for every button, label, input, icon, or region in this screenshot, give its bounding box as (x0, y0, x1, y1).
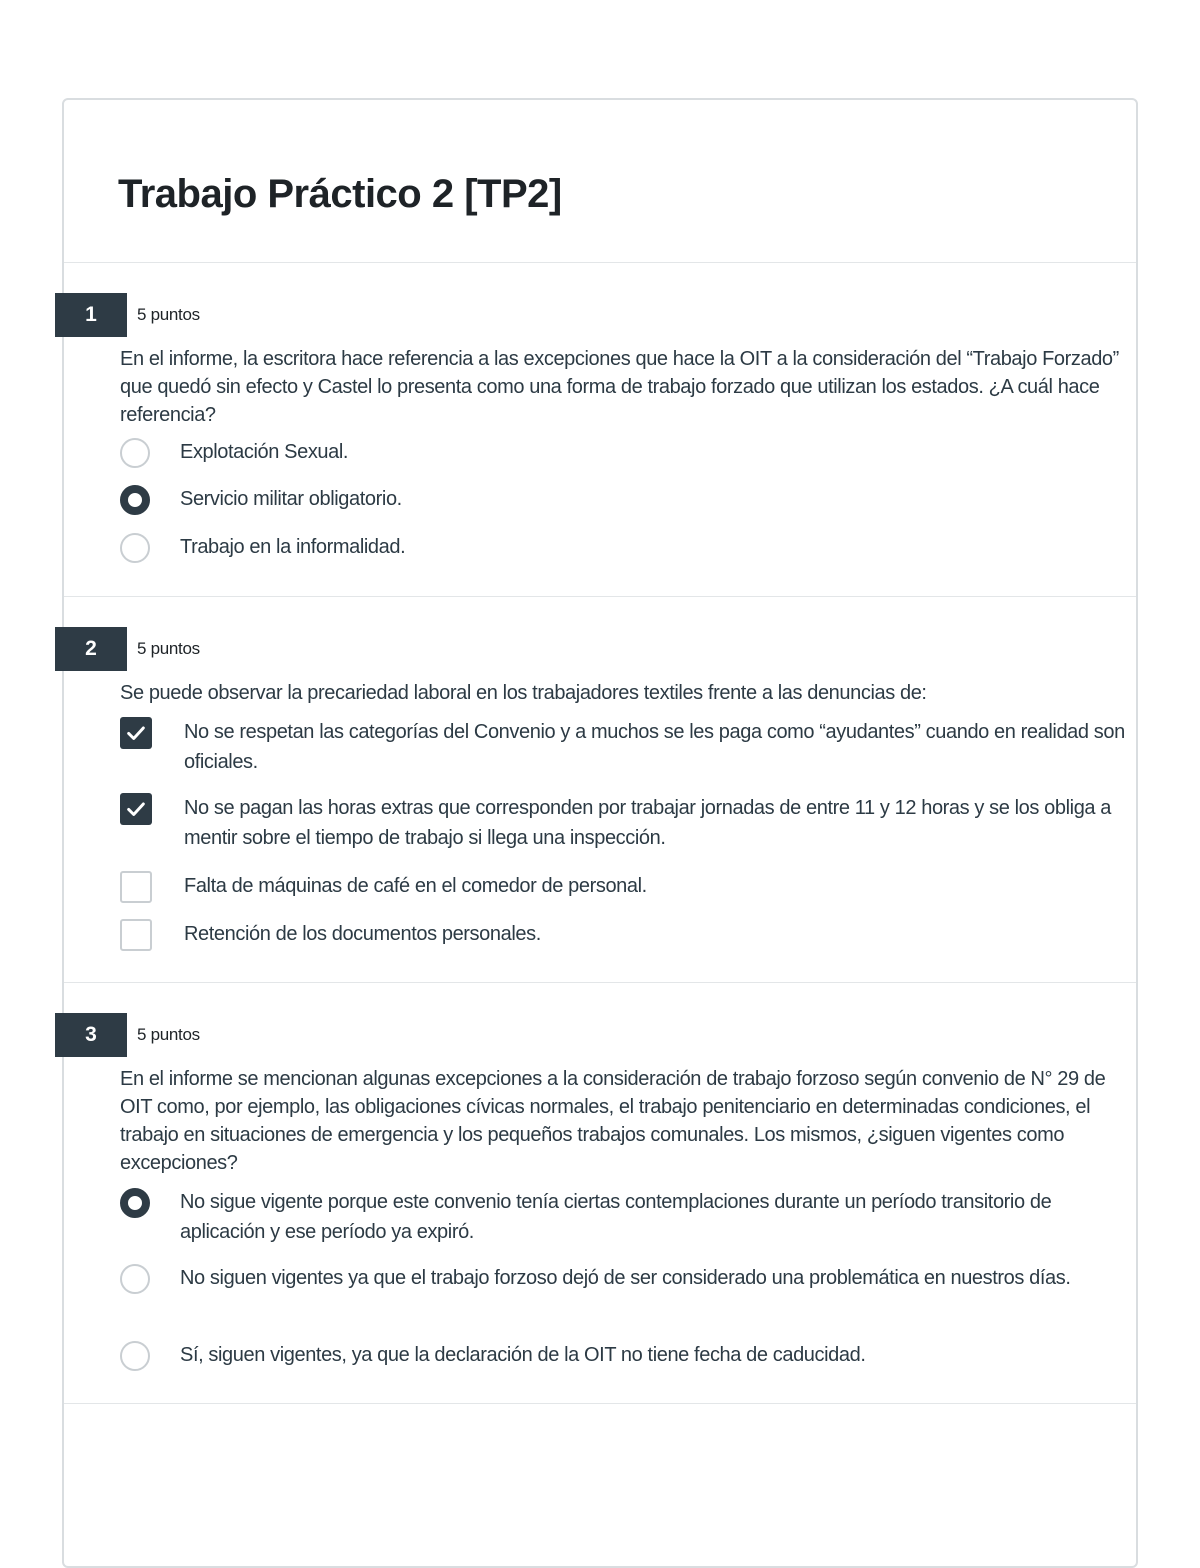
radio-group (120, 437, 1130, 580)
question-text: En el informe, la escritora hace referencia a las excepciones que hace la OIT a la consideración del “Trabajo Forzado” que quedó sin efecto y Castel lo presenta como una forma de trabajo forzado que utilizan los estados. ¿A cuál hace referencia? (120, 348, 1119, 426)
radio-option[interactable] (120, 1263, 1130, 1340)
question-points: 5 puntos (137, 639, 200, 658)
radio-option[interactable] (120, 1340, 1130, 1388)
quiz-card (62, 98, 1138, 1568)
checkbox-checked[interactable] (120, 717, 152, 749)
checkbox-option[interactable] (120, 793, 1130, 871)
question-text: En el informe se mencionan algunas excepciones a la consideración de trabajo forzoso según convenio de N° 29 de OIT como, por ejemplo, las obligaciones cívicas normales, el trabajo penitenciario en determinadas condiciones, el trabajo en situaciones de emergencia y los pequeños trabajos comunales. Los mismos, ¿siguen vigentes como excepciones? (120, 1068, 1106, 1174)
radio-button[interactable] (120, 533, 150, 563)
option-label: Trabajo en la informalidad. (180, 536, 406, 558)
option-label: Retención de los documentos personales. (184, 923, 541, 945)
radio-button[interactable] (120, 1264, 150, 1294)
question-text: Se puede observar la precariedad laboral en los trabajadores textiles frente a las denuncias de: (120, 682, 927, 704)
checkmark-icon (125, 722, 147, 744)
option-label: Explotación Sexual. (180, 441, 349, 463)
question-2 (64, 597, 1136, 983)
question-number-badge: 2 (55, 627, 127, 671)
question-number-badge: 3 (55, 1013, 127, 1057)
option-label: No sigue vigente porque este convenio tenía ciertas contemplaciones durante un período transitorio de aplicación y ese período ya expiró. (180, 1191, 1052, 1243)
question-points: 5 puntos (137, 305, 200, 324)
checkbox-checked[interactable] (120, 793, 152, 825)
checkbox-option[interactable] (120, 919, 1130, 967)
checkmark-icon (125, 798, 147, 820)
question-number-badge: 1 (55, 293, 127, 337)
checkbox-option[interactable] (120, 717, 1130, 793)
checkbox[interactable] (120, 919, 152, 951)
question-3 (64, 983, 1136, 1404)
radio-option[interactable] (120, 484, 1130, 532)
radio-option[interactable] (120, 1187, 1130, 1263)
radio-group (120, 1187, 1130, 1388)
question-1 (64, 263, 1136, 597)
option-label: Falta de máquinas de café en el comedor de personal. (184, 875, 647, 897)
option-label: No siguen vigentes ya que el trabajo forzoso dejó de ser considerado una problemática en nuestros días. (180, 1267, 1071, 1289)
radio-option[interactable] (120, 532, 1130, 580)
radio-button-selected[interactable] (120, 1188, 150, 1218)
question-points: 5 puntos (137, 1025, 200, 1044)
checkbox-group (120, 717, 1130, 967)
page-title: Trabajo Práctico 2 [TP2] (118, 172, 562, 216)
checkbox[interactable] (120, 871, 152, 903)
option-label: No se respetan las categorías del Convenio y a muchos se les paga como “ayudantes” cuando en realidad son oficiales. (184, 721, 1125, 773)
radio-button-selected[interactable] (120, 485, 150, 515)
form-header (64, 100, 1136, 263)
option-label: No se pagan las horas extras que corresponden por trabajar jornadas de entre 11 y 12 horas y se los obliga a mentir sobre el tiempo de trabajo si llega una inspección. (184, 797, 1112, 849)
option-label: Servicio militar obligatorio. (180, 488, 402, 510)
option-label: Sí, siguen vigentes, ya que la declaración de la OIT no tiene fecha de caducidad. (180, 1344, 866, 1366)
radio-option[interactable] (120, 437, 1130, 484)
radio-button[interactable] (120, 1341, 150, 1371)
radio-button[interactable] (120, 438, 150, 468)
checkbox-option[interactable] (120, 871, 1130, 919)
